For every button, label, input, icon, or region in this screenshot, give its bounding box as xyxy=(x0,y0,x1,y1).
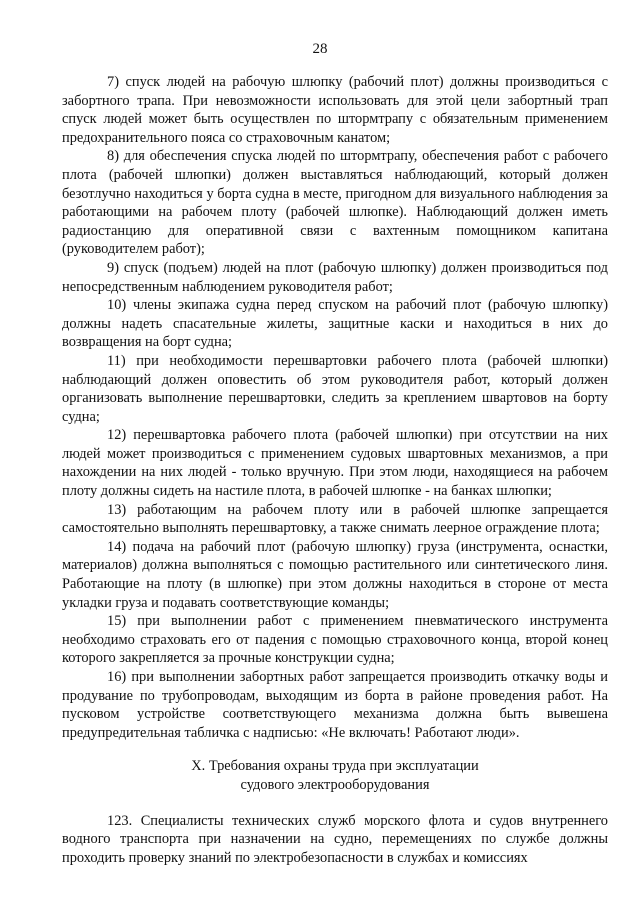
paragraph-item-14: 14) подача на рабочий плот (рабочую шлюпку) груза (инструмента, оснастки, материалов) должна выполняться с помощью растительного или синтетического линя. Работающие на плоту (в шлюпке) при этом должны находиться в стороне от места укладки груза и подавать соответствующие команды; xyxy=(62,538,608,611)
paragraph-item-7: 7) спуск людей на рабочую шлюпку (рабочий плот) должны производиться с забортного трапа. При невозможности использовать для этой цели забортный трап спуск людей может быть осуществлен по штормтрапу с обязательным применением предохранительного пояса со страховочным канатом; xyxy=(62,74,608,146)
paragraph-item-13: 13) работающим на рабочем плоту или в рабочей шлюпке запрещается самостоятельно выполнять перешвартовку, а также снимать леерное ограждение плота; xyxy=(62,501,608,537)
section-heading-line-2: судового электрооборудования xyxy=(240,776,430,793)
paragraph-item-12: 12) перешвартовка рабочего плота (рабочей шлюпки) при отсутствии на них людей может производиться с применением судовых швартовных механизмов, а при нахождении на них людей - только вручную. При этом люди, находящиеся на рабочем плоту должны сидеть на настиле плота, в рабочей шлюпке - на банках шлюпки; xyxy=(62,427,608,500)
section-heading xyxy=(62,757,608,794)
paragraph-item-11: 11) при необходимости перешвартовки рабочего плота (рабочей шлюпки) наблюдающий должен оповестить об этом руководителя работ, который должен организовать выполнение перешвартовки, следить за креплением швартовов на борту судна; xyxy=(62,352,608,425)
paragraph-item-123: 123. Специалисты технических служб морского флота и судов внутреннего водного транспорта при назначении на судно, перемещениях по службе должны проходить проверку знаний по электробезопасности в службах и комиссиях xyxy=(62,812,608,866)
paragraph-item-8: 8) для обеспечения спуска людей по штормтрапу, обеспечения работ с рабочего плота (рабочей шлюпки) должен выставляться наблюдающий, который должен безотлучно находиться у борта судна в месте, пригодном для визуального наблюдения за работающими на рабочем плоту (рабочей шлюпке). Наблюдающий должен иметь радиостанцию для оперативной связи с вахтенным помощником капитана (руководителем работ); xyxy=(62,148,608,258)
document-body xyxy=(62,73,608,867)
paragraph-item-16: 16) при выполнении забортных работ запрещается производить откачку воды и продувание по трубопроводам, выходящим из борта в районе проведения работ. На пусковом устройстве соответствующего механизма должна быть вывешена предупредительная табличка с надписью: «Не включать! Работают люди». xyxy=(62,669,608,741)
paragraph-item-10: 10) члены экипажа судна перед спуском на рабочий плот (рабочую шлюпку) должны надеть спасательные жилеты, защитные каски и находиться в них до возвращения на борт судна; xyxy=(62,297,608,351)
section-heading-line-1: X. Требования охраны труда при эксплуатации xyxy=(191,758,479,775)
paragraph-item-9: 9) спуск (подъем) людей на плот (рабочую шлюпку) должен производиться под непосредственным наблюдением руководителя работ; xyxy=(62,259,608,295)
paragraph-item-15: 15) при выполнении работ с применением пневматического инструмента необходимо страховать его от падения с помощью страховочного конца, второй конец которого закрепляется за прочные конструкции судна; xyxy=(62,613,608,667)
page-number: 28 xyxy=(312,41,328,57)
